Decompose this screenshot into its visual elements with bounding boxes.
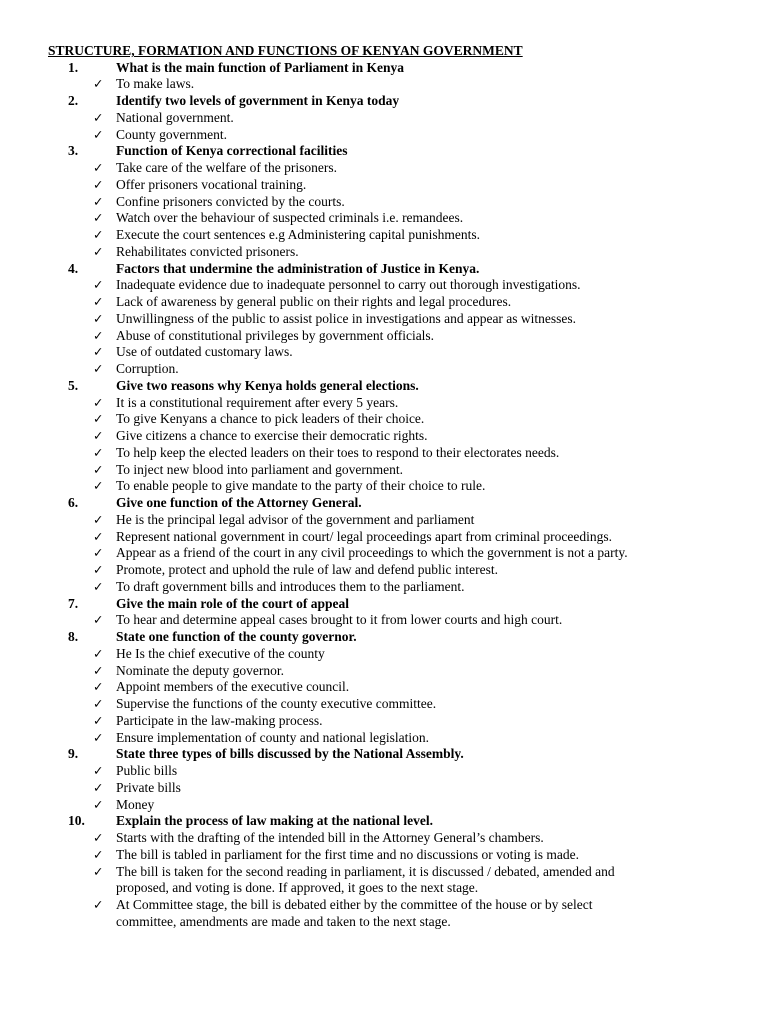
question-item (0, 60, 768, 77)
answer-text: Inadequate evidence due to inadequate personnel to carry out thorough investigations. (116, 277, 581, 293)
question-number: 8. (68, 629, 79, 644)
answer-text: To draft government bills and introduces them to the parliament. (116, 578, 465, 594)
answer-text: It is a constitutional requirement after every 5 years. (116, 394, 399, 410)
checkmark-icon: ✓ (93, 394, 104, 410)
answer-text: To hear and determine appeal cases brought to it from lower courts and high court. (116, 612, 563, 628)
question-text: Give one function of the Attorney General. (116, 495, 362, 510)
checkmark-icon: ✓ (93, 478, 104, 494)
answer-text: Starts with the drafting of the intended bill in the Attorney General’s chambers. (116, 830, 544, 845)
answer-item (0, 411, 768, 428)
checkmark-icon: ✓ (93, 863, 104, 879)
answer-text: Participate in the law-making process. (116, 712, 323, 728)
answer-item (0, 847, 768, 864)
answer-item (0, 462, 768, 479)
checkmark-icon: ✓ (93, 662, 104, 678)
checkmark-icon: ✓ (93, 310, 104, 326)
answer-text: Public bills (116, 763, 178, 778)
question-item (0, 746, 768, 763)
question-number: 10. (68, 813, 85, 829)
answer-text: Corruption. (116, 361, 179, 376)
answer-text: Confine prisoners convicted by the courts. (116, 193, 345, 209)
answer-item (0, 797, 768, 814)
answer-continuation (0, 914, 768, 931)
answer-item (0, 646, 768, 663)
question-number: 7. (68, 595, 79, 611)
checkmark-icon: ✓ (93, 126, 104, 142)
question-number: 5. (68, 377, 79, 393)
answer-text: He is the principal legal advisor of the government and parliament (116, 511, 475, 527)
answer-item (0, 328, 768, 345)
answer-text: Take care of the welfare of the prisoners. (116, 160, 337, 175)
question-item (0, 629, 768, 646)
checkmark-icon: ✓ (93, 461, 104, 477)
checkmark-icon: ✓ (93, 578, 104, 594)
question-number: 4. (68, 260, 79, 276)
checkmark-icon: ✓ (93, 729, 104, 745)
answer-text: To enable people to give mandate to the party of their choice to rule. (116, 478, 486, 494)
answer-item (0, 160, 768, 177)
answer-item (0, 110, 768, 127)
checkmark-icon: ✓ (93, 193, 104, 209)
checkmark-icon: ✓ (93, 361, 104, 376)
question-item (0, 143, 768, 160)
answer-item (0, 713, 768, 730)
checkmark-icon: ✓ (93, 612, 104, 628)
checkmark-icon: ✓ (93, 779, 104, 795)
answer-text: Money (116, 796, 155, 812)
answer-item (0, 445, 768, 462)
checkmark-icon: ✓ (93, 76, 104, 92)
question-text: Give two reasons why Kenya holds general elections. (116, 377, 419, 393)
answer-text: Watch over the behaviour of suspected criminals i.e. remandees. (116, 210, 464, 226)
answer-item (0, 562, 768, 579)
answer-item (0, 763, 768, 780)
answer-item (0, 612, 768, 629)
checkmark-icon: ✓ (93, 243, 104, 259)
answer-item (0, 194, 768, 211)
answer-item (0, 311, 768, 328)
answer-text: Appoint members of the executive council. (116, 679, 350, 695)
question-item (0, 261, 768, 278)
answer-item (0, 76, 768, 93)
checkmark-icon: ✓ (93, 712, 104, 728)
answer-item (0, 210, 768, 227)
question-item (0, 596, 768, 613)
checkmark-icon: ✓ (93, 428, 104, 443)
question-item (0, 495, 768, 512)
answer-text: At Committee stage, the bill is debated either by the committee of the house or by select (116, 897, 593, 912)
checkmark-icon: ✓ (93, 545, 104, 561)
answer-text: Ensure implementation of county and national legislation. (116, 729, 430, 745)
answer-text: Abuse of constitutional privileges by government officials. (116, 327, 435, 343)
document-title: STRUCTURE, FORMATION AND FUNCTIONS OF KENYAN GOVERNMENT (48, 43, 523, 58)
answer-text: National government. (116, 109, 234, 125)
checkmark-icon: ✓ (93, 294, 104, 309)
answer-text: Rehabilitates convicted prisoners. (116, 243, 299, 259)
answer-item (0, 663, 768, 680)
answer-text: Offer prisoners vocational training. (116, 176, 307, 192)
answer-item (0, 864, 768, 881)
answer-text: Lack of awareness by general public on their rights and legal procedures. (116, 294, 512, 309)
answer-item (0, 227, 768, 244)
question-text: Function of Kenya correctional facilities (116, 143, 348, 159)
question-number: 3. (68, 143, 79, 159)
answer-text: County government. (116, 126, 227, 142)
question-item (0, 378, 768, 395)
answer-item (0, 696, 768, 713)
checkmark-icon: ✓ (93, 176, 104, 192)
answer-item (0, 395, 768, 412)
checkmark-icon: ✓ (93, 645, 104, 661)
checkmark-icon: ✓ (93, 696, 104, 711)
checkmark-icon: ✓ (93, 562, 104, 577)
checkmark-icon: ✓ (93, 160, 104, 175)
question-text: Identify two levels of government in Kenya today (116, 93, 400, 108)
checkmark-icon: ✓ (93, 830, 104, 845)
answer-text: The bill is taken for the second reading in parliament, it is discussed / debated, amended and (116, 863, 615, 879)
answer-item (0, 428, 768, 445)
checkmark-icon: ✓ (93, 210, 104, 226)
answer-text: Use of outdated customary laws. (116, 344, 293, 360)
answer-text: The bill is tabled in parliament for the first time and no discussions or voting is made. (116, 846, 580, 862)
answer-item (0, 897, 768, 914)
question-text: State one function of the county governor. (116, 629, 357, 644)
answer-item (0, 344, 768, 361)
question-item (0, 813, 768, 830)
answer-item (0, 512, 768, 529)
checkmark-icon: ✓ (93, 344, 104, 360)
answer-text: Nominate the deputy governor. (116, 662, 284, 678)
answer-text: To inject new blood into parliament and government. (116, 461, 403, 477)
answer-item (0, 127, 768, 144)
answer-text: He Is the chief executive of the county (116, 645, 325, 661)
checkmark-icon: ✓ (93, 327, 104, 343)
question-text: State three types of bills discussed by the National Assembly. (116, 746, 464, 762)
checkmark-icon: ✓ (93, 897, 104, 912)
checkmark-icon: ✓ (93, 796, 104, 812)
question-list (0, 60, 768, 931)
answer-item (0, 529, 768, 546)
question-number: 1. (68, 59, 79, 75)
answer-text: Unwillingness of the public to assist police in investigations and appear as witnesses. (116, 310, 577, 326)
answer-item (0, 294, 768, 311)
checkmark-icon: ✓ (93, 763, 104, 778)
answer-text: Give citizens a chance to exercise their democratic rights. (116, 428, 428, 443)
checkmark-icon: ✓ (93, 109, 104, 125)
question-number: 2. (68, 93, 79, 108)
checkmark-icon: ✓ (93, 511, 104, 527)
answer-text: Appear as a friend of the court in any civil proceedings to which the government is not a party. (116, 545, 628, 561)
answer-text: committee, amendments are made and taken to the next stage. (116, 913, 451, 929)
answer-item (0, 579, 768, 596)
question-text: Give the main role of the court of appeal (116, 595, 349, 611)
answer-item (0, 545, 768, 562)
answer-item (0, 830, 768, 847)
checkmark-icon: ✓ (93, 528, 104, 544)
answer-item (0, 780, 768, 797)
answer-item (0, 730, 768, 747)
answer-continuation (0, 880, 768, 897)
answer-text: Promote, protect and uphold the rule of law and defend public interest. (116, 562, 499, 577)
answer-item (0, 277, 768, 294)
question-text: What is the main function of Parliament in Kenya (116, 59, 405, 75)
answer-item (0, 478, 768, 495)
answer-text: Private bills (116, 779, 181, 795)
answer-item (0, 679, 768, 696)
checkmark-icon: ✓ (93, 679, 104, 695)
question-item (0, 93, 768, 110)
answer-item (0, 244, 768, 261)
checkmark-icon: ✓ (93, 444, 104, 460)
answer-text: To give Kenyans a chance to pick leaders of their choice. (116, 411, 425, 427)
question-text: Explain the process of law making at the national level. (116, 813, 434, 829)
question-number: 9. (68, 746, 79, 762)
answer-item (0, 361, 768, 378)
answer-text: Execute the court sentences e.g Administering capital punishments. (116, 227, 481, 242)
answer-text: To help keep the elected leaders on their toes to respond to their electorates needs. (116, 444, 560, 460)
checkmark-icon: ✓ (93, 411, 104, 427)
checkmark-icon: ✓ (93, 846, 104, 862)
answer-text: Supervise the functions of the county executive committee. (116, 696, 437, 711)
checkmark-icon: ✓ (93, 277, 104, 293)
question-number: 6. (68, 495, 79, 510)
question-text: Factors that undermine the administration of Justice in Kenya. (116, 260, 480, 276)
checkmark-icon: ✓ (93, 227, 104, 242)
answer-text: Represent national government in court/ legal proceedings apart from criminal proceedings. (116, 528, 612, 544)
answer-item (0, 177, 768, 194)
answer-text: proposed, and voting is done. If approved, it goes to the next stage. (116, 880, 479, 896)
answer-text: To make laws. (116, 76, 195, 92)
